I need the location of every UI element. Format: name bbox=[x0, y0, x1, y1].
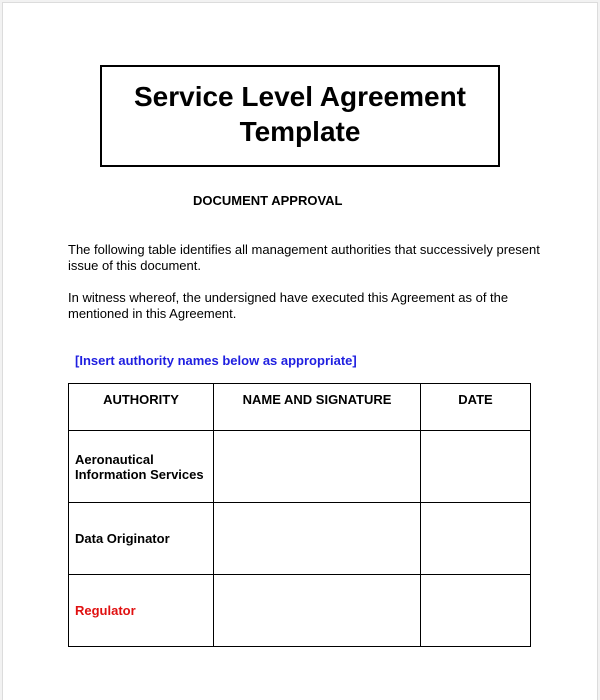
header-name-signature: NAME AND SIGNATURE bbox=[214, 384, 421, 431]
approval-table bbox=[68, 383, 531, 647]
header-date: DATE bbox=[421, 384, 531, 431]
name-signature-cell[interactable] bbox=[214, 575, 421, 647]
document-title-line-1: Service Level Agreement bbox=[133, 81, 467, 112]
date-cell[interactable] bbox=[421, 431, 531, 503]
intro-paragraph: The following table identifies all management authorities that successively present issue of this document. bbox=[68, 242, 540, 273]
authority-cell: Regulator bbox=[69, 575, 214, 647]
table-row bbox=[69, 503, 531, 575]
title-box bbox=[100, 65, 500, 167]
authority-cell: Aeronautical Information Services bbox=[69, 431, 214, 503]
header-authority: AUTHORITY bbox=[69, 384, 214, 431]
document-page bbox=[2, 2, 598, 700]
instruction-note: [Insert authority names below as appropriate] bbox=[75, 353, 357, 368]
section-heading: DOCUMENT APPROVAL bbox=[193, 193, 343, 208]
date-cell[interactable] bbox=[421, 503, 531, 575]
table-row bbox=[69, 431, 531, 503]
name-signature-cell[interactable] bbox=[214, 503, 421, 575]
date-cell[interactable] bbox=[421, 575, 531, 647]
witness-paragraph: In witness whereof, the undersigned have executed this Agreement as of the mentioned in this Agreement. bbox=[68, 290, 509, 321]
authority-cell: Data Originator bbox=[69, 503, 214, 575]
document-title-line-2: Template bbox=[239, 116, 361, 147]
name-signature-cell[interactable] bbox=[214, 431, 421, 503]
table-row bbox=[69, 575, 531, 647]
table-header-row bbox=[69, 384, 531, 431]
